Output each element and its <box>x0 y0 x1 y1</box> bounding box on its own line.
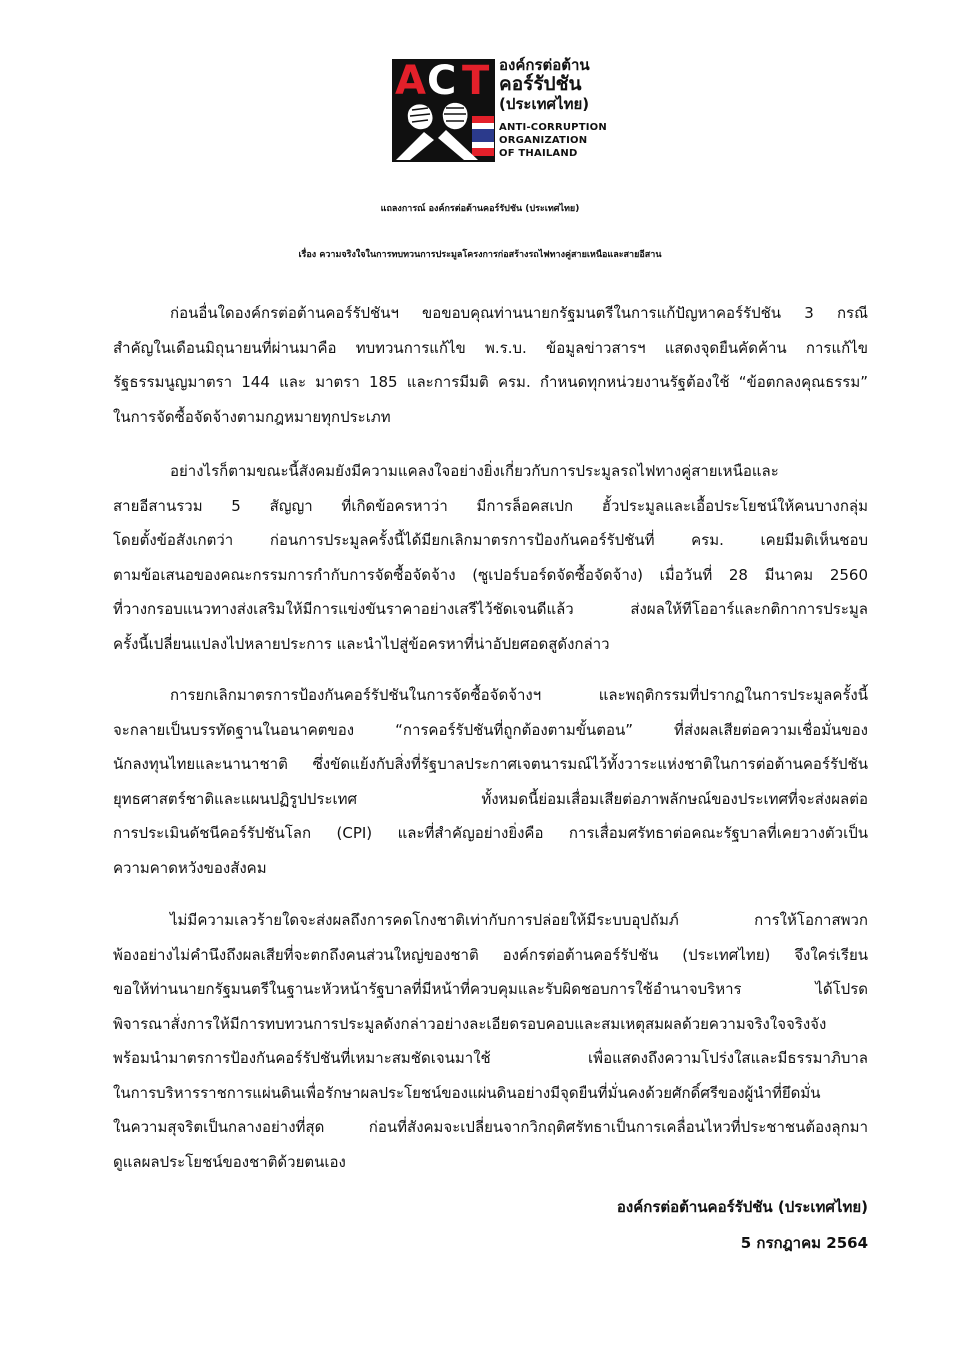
paragraph-3 <box>113 678 868 885</box>
paragraph-line: พร้อมนำมาตรการป้องกันคอร์รัปชันที่เหมาะสมชัดเจนมาใช้ เพื่อแสดงถึงความโปร่งใสและมีธรรมาภิบาล <box>113 1049 868 1067</box>
paragraph-line: จะกลายเป็นบรรทัดฐานในอนาคตของ “การคอร์รัปชันที่ถูกต้องตามขั้นตอน” ที่ส่งผลเสียต่อความเชื่อมั่นของ <box>113 720 868 739</box>
paragraph-line: นักลงทุนไทยและนานาชาติ ซึ่งขัดแย้งกับสิ่งที่รัฐบาลประกาศเจตนารมณ์ไว้ทั้งวาระแห่งชาติในการต่อต้านคอร์รัปชัน <box>113 755 868 773</box>
paragraph-line: ในการบริหารราชการแผ่นดินเพื่อรักษาผลประโยชน์ของแผ่นดินอย่างมีจุดยืนที่มั่นคงด้วยศักดิ์ศรีของผู้นำที่ยึดมั่น <box>113 1083 821 1102</box>
paragraph-line: พ้องอย่างไม่คำนึงถึงผลเสียที่จะตกถึงคนส่วนใหญ่ของชาติ องค์กรต่อต้านคอร์รัปชัน (ประเทศไทย) จึงใคร่เรียน <box>113 945 868 964</box>
paragraph-line: อย่างไรก็ตามขณะนี้สังคมยังมีความแคลงใจอย่างยิ่งเกี่ยวกับการประมูลรถไฟทางคู่สายเหนือและ <box>170 462 779 480</box>
statement-title: แถลงการณ์ องค์กรต่อต้านคอร์รัปชัน (ประเทศไทย) <box>380 204 580 214</box>
paragraph-line: สำคัญในเดือนมิถุนายนที่ผ่านมาคือ ทบทวนการแก้ไข พ.ร.บ. ข้อมูลข่าวสารฯ แสดงจุดยืนคัดค้าน การแก้ไข <box>113 338 868 357</box>
paragraph-2 <box>113 454 868 661</box>
paragraph-line: ที่วางกรอบแนวทางส่งเสริมให้มีการแข่งขันราคาอย่างเสรีไว้ชัดเจนดีแล้ว ส่งผลให้ทีโออาร์และกติกาการประมูล <box>113 600 868 618</box>
act-logo <box>392 56 607 164</box>
paragraph-line: รัฐธรรมนูญมาตรา 144 และ มาตรา 185 และการมีมติ ครม. กำหนดทุกหน่วยงานรัฐต้องใช้ “ข้อตกลงคุณธรรม” <box>113 373 868 391</box>
statement-subject: เรื่อง ความจริงใจในการทบทวนการประมูลโครงการก่อสร้างรถไฟทางคู่สายเหนือและสายอีสาน <box>298 250 662 260</box>
logo-thai-line-2: คอร์รัปชัน <box>499 73 582 95</box>
paragraph-line: ดูแลผลประโยชน์ของชาติด้วยตนเอง <box>113 1152 346 1171</box>
paragraph-line: ครั้งนี้เปลี่ยนแปลงไปหลายประการ และนำไปสู่ข้อครหาที่น่าอัปยศอดสูดังกล่าว <box>113 634 610 653</box>
logo-thai-line-3: (ประเทศไทย) <box>499 95 590 113</box>
paragraph-line: โดยตั้งข้อสังเกตว่า ก่อนการประมูลครั้งนี้ได้มียกเลิกมาตรการป้องกันคอร์รัปชันที่ ครม. เคยมีมติเห็นชอบ <box>113 531 868 549</box>
paragraph-line: การประเมินดัชนีคอร์รัปชันโลก (CPI) และที่สำคัญอย่างยิ่งคือ การเสื่อมศรัทธาต่อคณะรัฐบาลที่เคยวางตัวเป็น <box>113 824 868 842</box>
logo-english-line-2: ORGANIZATION <box>499 135 588 146</box>
paragraph-line: ยุทธศาสตร์ชาติและแผนปฏิรูปประเทศ ทั้งหมดนี้ย่อมเสื่อมเสียต่อภาพลักษณ์ของประเทศที่จะส่งผลต่อ <box>113 789 868 808</box>
logo-english-line-3: OF THAILAND <box>499 148 578 159</box>
paragraph-1 <box>113 296 868 434</box>
logo-thai-line-1: องค์กรต่อต้าน <box>499 56 590 74</box>
paragraph-4 <box>113 903 868 1179</box>
paragraph-line: พิจารณาสั่งการให้มีการทบทวนการประมูลดังกล่าวอย่างละเอียดรอบคอบและสมเหตุสมผลด้วยความจริงใจจริงจัง <box>113 1014 827 1033</box>
logo-english-line-1: ANTI-CORRUPTION <box>499 122 607 133</box>
paragraph-line: ในการจัดซื้อจัดจ้างตามกฎหมายทุกประเภท <box>113 407 391 426</box>
signature-organization: องค์กรต่อต้านคอร์รัปชัน (ประเทศไทย) <box>616 1198 868 1216</box>
paragraph-line: ความคาดหวังของสังคม <box>113 858 267 877</box>
paragraph-line: สายอีสานรวม 5 สัญญา ที่เกิดข้อครหาว่า มีการล็อคสเปก ฮั้วประมูลและเอื้อประโยชน์ให้คนบางกลุ่ม <box>113 496 868 515</box>
paragraph-line: การยกเลิกมาตรการป้องกันคอร์รัปชันในการจัดซื้อจัดจ้างฯ และพฤติกรรมที่ปรากฏในการประมูลครั้งนี้ <box>170 686 868 704</box>
paragraph-line: ขอให้ท่านนายกรัฐมนตรีในฐานะหัวหน้ารัฐบาลที่มีหน้าที่ควบคุมและรับผิดชอบการใช้อำนาจบริหาร ได้โปรด <box>113 980 868 998</box>
signature-date: 5 กรกฎาคม 2564 <box>740 1234 868 1252</box>
paragraph-line: ตามข้อเสนอของคณะกรรมการกำกับการจัดซื้อจัดจ้าง (ซูเปอร์บอร์ดจัดซื้อจัดจ้าง) เมื่อวันที่ 28 มีนาคม 2560 <box>113 565 868 584</box>
paragraph-line: ก่อนอื่นใดองค์กรต่อต้านคอร์รัปชันฯ ขอขอบคุณท่านนายกรัฐมนตรีในการแก้ปัญหาคอร์รัปชัน 3 กรณี <box>170 304 868 322</box>
crossed-fists-icon <box>394 94 480 160</box>
logo-letter-c: C <box>427 58 457 100</box>
logo-letter-a: A <box>395 58 426 100</box>
paragraph-line: ไม่มีความเลวร้ายใดจะส่งผลถึงการคดโกงชาติเท่ากับการปล่อยให้มีระบบอุปถัมภ์ การให้โอกาสพวก <box>170 911 868 929</box>
paragraph-line: ในความสุจริตเป็นกลางอย่างที่สุด ก่อนที่สังคมจะเปลี่ยนจากวิกฤติศรัทธาเป็นการเคลื่อนไหวที่ประชาชนต้องลุกมา <box>113 1118 868 1136</box>
logo-letter-t: T <box>462 58 490 100</box>
